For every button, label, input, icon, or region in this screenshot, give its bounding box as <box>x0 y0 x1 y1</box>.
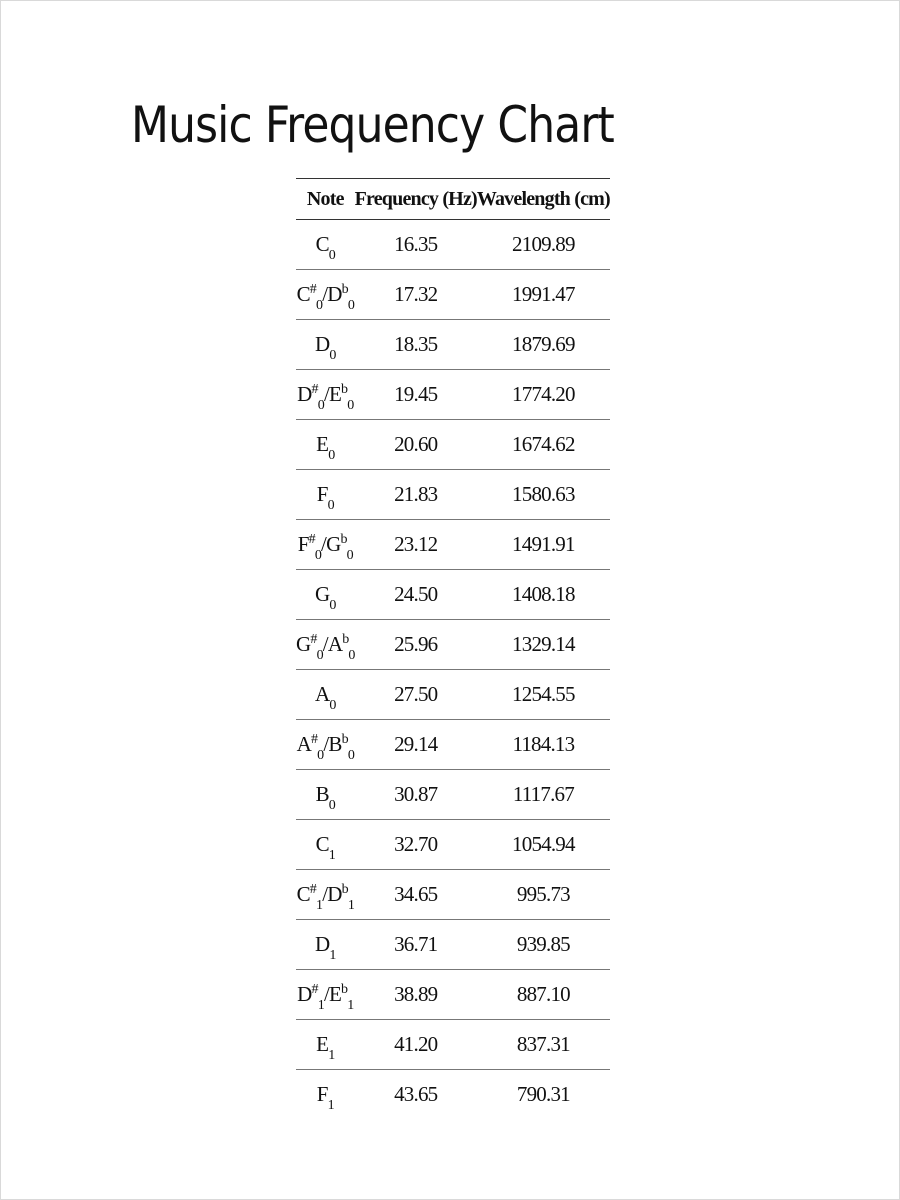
octave-number: 1 <box>327 1098 334 1113</box>
header-wavelength: Wavelength (cm) <box>477 179 610 220</box>
sharp-symbol: # <box>310 732 318 747</box>
sharp-symbol: # <box>308 532 315 547</box>
octave-number: 0 <box>327 498 334 513</box>
table-row <box>296 220 610 270</box>
flat-symbol: b <box>341 732 348 747</box>
wavelength-cell: 1674.62 <box>477 420 610 470</box>
table-row <box>296 320 610 370</box>
note-name: $G_0$ <box>315 582 336 613</box>
note-cell <box>296 970 355 1020</box>
sharp-symbol: # <box>309 282 316 297</box>
header-note: Note <box>296 179 355 220</box>
octave-number: 0 <box>316 648 323 663</box>
frequency-cell: 43.65 <box>394 1082 438 1106</box>
table-row <box>296 770 610 820</box>
wavelength-cell: 1991.47 <box>477 270 610 320</box>
flat-symbol: b <box>342 632 349 647</box>
octave-number: 0 <box>347 398 354 413</box>
note-name: $D_0$ <box>315 332 336 363</box>
note-name: $G^{\#}_0/A^b_0$ <box>296 632 355 663</box>
frequency-cell: 27.50 <box>355 670 477 720</box>
note-cell <box>296 1020 355 1070</box>
table-header-row <box>296 179 610 220</box>
octave-number: 1 <box>329 948 336 963</box>
note-name: $C^{\#}_0/D^b_0$ <box>296 282 355 313</box>
note-cell <box>296 220 355 270</box>
table-row <box>296 670 610 720</box>
note-name: $D_1$ <box>315 932 336 963</box>
frequency-cell: 16.35 <box>355 220 477 270</box>
note-name: $A^{\#}_0/B^b_0$ <box>296 732 355 763</box>
wavelength-cell: 1329.14 <box>477 620 610 670</box>
note-cell <box>296 320 355 370</box>
note-cell <box>296 570 355 620</box>
table-row <box>296 1020 610 1070</box>
note-name: $B_0$ <box>315 782 335 813</box>
wavelength-cell: 1054.94 <box>477 820 610 870</box>
note-cell <box>296 670 355 720</box>
note-name: $C_1$ <box>315 832 335 863</box>
note-cell <box>296 720 355 770</box>
note-name: $F_0$ <box>316 482 334 513</box>
wavelength-cell: 887.10 <box>477 970 610 1020</box>
frequency-cell: 18.35 <box>355 320 477 370</box>
sharp-symbol: # <box>311 982 318 997</box>
octave-number: 0 <box>316 298 323 313</box>
note-cell <box>296 620 355 670</box>
note-cell <box>296 420 355 470</box>
frequency-cell: 29.14 <box>355 720 477 770</box>
table-row <box>296 270 610 320</box>
table-row <box>296 520 610 570</box>
octave-number: 1 <box>328 848 335 863</box>
note-cell <box>296 370 355 420</box>
table-row <box>296 970 610 1020</box>
table-row <box>296 870 610 920</box>
octave-number: 0 <box>329 698 336 713</box>
table-row <box>296 1070 610 1120</box>
octave-number: 1 <box>328 1048 335 1063</box>
octave-number: 0 <box>328 798 335 813</box>
octave-number: 0 <box>347 748 355 763</box>
note-cell <box>296 520 355 570</box>
table-body <box>296 220 610 1120</box>
note-name: $D^{\#}_0/E^b_0$ <box>297 382 354 413</box>
frequency-cell: 17.32 <box>355 270 477 320</box>
wavelength-cell: 1254.55 <box>477 670 610 720</box>
flat-symbol: b <box>340 532 347 547</box>
wavelength-cell: 837.31 <box>477 1020 610 1070</box>
table-row <box>296 370 610 420</box>
octave-number: 1 <box>347 898 355 913</box>
note-cell <box>296 1070 355 1120</box>
frequency-cell: 21.83 <box>355 470 477 520</box>
frequency-cell: 36.71 <box>355 920 477 970</box>
table-row <box>296 820 610 870</box>
page-title: Music Frequency Chart <box>131 96 614 154</box>
wavelength-cell: 1491.91 <box>477 520 610 570</box>
wavelength-cell: 790.31 <box>516 1082 570 1106</box>
frequency-cell: 19.45 <box>355 370 477 420</box>
wavelength-cell: 995.73 <box>477 870 610 920</box>
flat-symbol: b <box>341 882 348 897</box>
note-name: $F_1$ <box>316 1082 334 1113</box>
wavelength-cell: 1117.67 <box>477 770 610 820</box>
sharp-symbol: # <box>309 882 316 897</box>
octave-number: 0 <box>317 748 324 763</box>
table-row <box>296 920 610 970</box>
frequency-cell: 25.96 <box>355 620 477 670</box>
octave-number: 0 <box>329 348 336 363</box>
frequency-cell: 34.65 <box>355 870 477 920</box>
flat-symbol: b <box>341 382 348 397</box>
note-name: $E_0$ <box>316 432 335 463</box>
frequency-cell: 24.50 <box>355 570 477 620</box>
frequency-cell: 30.87 <box>355 770 477 820</box>
note-name: $F^{\#}_0/G^b_0$ <box>297 532 353 563</box>
note-name: $C^{\#}_1/D^b_1$ <box>296 882 355 913</box>
wavelength-cell: 2109.89 <box>477 220 610 270</box>
note-name: $A_0$ <box>315 682 336 713</box>
wavelength-cell: 1184.13 <box>477 720 610 770</box>
table-row <box>296 420 610 470</box>
octave-number: 0 <box>348 648 355 663</box>
header-frequency: Frequency (Hz) <box>355 179 477 220</box>
note-cell <box>296 470 355 520</box>
note-cell <box>296 820 355 870</box>
sharp-symbol: # <box>310 632 317 647</box>
frequency-cell: 20.60 <box>355 420 477 470</box>
octave-number: 1 <box>317 998 324 1013</box>
octave-number: 0 <box>328 248 335 263</box>
note-cell <box>296 920 355 970</box>
frequency-table <box>296 178 610 1119</box>
octave-number: 1 <box>316 898 323 913</box>
octave-number: 0 <box>317 398 324 413</box>
note-name: $D^{\#}_1/E^b_1$ <box>297 982 354 1013</box>
wavelength-cell: 1408.18 <box>477 570 610 620</box>
octave-number: 0 <box>346 548 353 563</box>
wavelength-cell: 1879.69 <box>477 320 610 370</box>
octave-number: 0 <box>329 598 336 613</box>
frequency-cell: 23.12 <box>355 520 477 570</box>
table-row <box>296 570 610 620</box>
octave-number: 0 <box>328 448 335 463</box>
flat-symbol: b <box>341 282 348 297</box>
sharp-symbol: # <box>311 382 318 397</box>
table-row <box>296 720 610 770</box>
frequency-cell: 38.89 <box>355 970 477 1020</box>
octave-number: 0 <box>347 298 355 313</box>
octave-number: 0 <box>314 548 322 563</box>
flat-symbol: b <box>341 982 348 997</box>
note-name: $E_1$ <box>316 1032 335 1063</box>
note-name: $C_0$ <box>315 232 335 263</box>
note-cell <box>296 270 355 320</box>
wavelength-cell: 1774.20 <box>477 370 610 420</box>
table-row <box>296 470 610 520</box>
octave-number: 1 <box>347 998 354 1013</box>
wavelength-cell: 1580.63 <box>477 470 610 520</box>
table-row <box>296 620 610 670</box>
frequency-cell: 41.20 <box>355 1020 477 1070</box>
note-cell <box>296 870 355 920</box>
note-cell <box>296 770 355 820</box>
frequency-cell: 32.70 <box>355 820 477 870</box>
wavelength-cell: 939.85 <box>477 920 610 970</box>
